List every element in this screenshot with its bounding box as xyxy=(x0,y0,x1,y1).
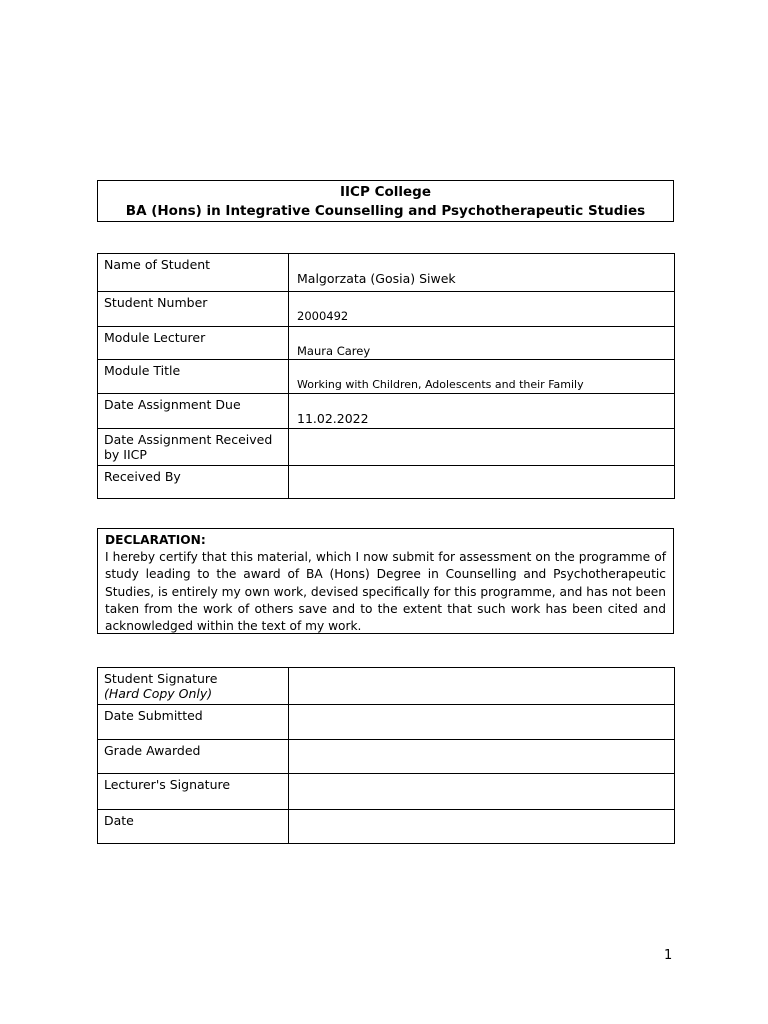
form-header xyxy=(97,180,674,222)
table-row xyxy=(98,705,675,740)
grade-awarded-label: Grade Awarded xyxy=(98,740,289,774)
page-number: 1 xyxy=(664,948,673,963)
date-due-label: Date Assignment Due xyxy=(98,394,289,429)
module-title-value: Working with Children, Adolescents and their Family xyxy=(297,378,584,391)
student-signature-label-cell xyxy=(98,668,289,705)
table-row xyxy=(98,327,675,360)
table-row xyxy=(98,394,675,429)
student-number-cell xyxy=(289,292,675,327)
table-row xyxy=(98,740,675,774)
module-lecturer-cell xyxy=(289,327,675,360)
grade-awarded-field[interactable] xyxy=(289,740,675,774)
date-label: Date xyxy=(98,810,289,844)
student-signature-field[interactable] xyxy=(289,668,675,705)
student-details-table xyxy=(97,253,675,499)
date-received-label: Date Assignment Received by IICP xyxy=(98,429,289,466)
student-number-label: Student Number xyxy=(98,292,289,327)
lecturer-signature-label: Lecturer's Signature xyxy=(98,774,289,810)
hard-copy-note: (Hard Copy Only) xyxy=(104,686,213,701)
received-by-cell xyxy=(289,466,675,499)
student-name-value: Malgorzata (Gosia) Siwek xyxy=(297,271,456,286)
module-lecturer-label: Module Lecturer xyxy=(98,327,289,360)
date-submitted-label: Date Submitted xyxy=(98,705,289,740)
student-name-cell xyxy=(289,254,675,292)
table-row xyxy=(98,429,675,466)
date-submitted-field[interactable] xyxy=(289,705,675,740)
lecturer-signature-field[interactable] xyxy=(289,774,675,810)
table-row xyxy=(98,810,675,844)
date-field[interactable] xyxy=(289,810,675,844)
date-received-cell xyxy=(289,429,675,466)
table-row xyxy=(98,292,675,327)
declaration-text: I hereby certify that this material, which I now submit for assessment on the programme of study leading to the award of BA (Hons) Degree in Counselling and Psychotherapeutic Studies, is entirely my own work, devised specifically for this programme, and has not been taken from the work of others save and to the extent that such work has been cited and acknowledged within the text of my work. xyxy=(105,550,666,634)
table-row xyxy=(98,668,675,705)
table-row xyxy=(98,774,675,810)
submission-table xyxy=(97,667,675,844)
received-by-label: Received By xyxy=(98,466,289,499)
programme-title: BA (Hons) in Integrative Counselling and Psychotherapeutic Studies xyxy=(125,203,646,219)
college-name: IICP College xyxy=(340,184,431,200)
declaration-box xyxy=(97,528,674,634)
date-due-value: 11.02.2022 xyxy=(297,411,369,426)
module-title-label: Module Title xyxy=(98,360,289,394)
module-lecturer-value: Maura Carey xyxy=(297,344,371,358)
table-row xyxy=(98,360,675,394)
table-row xyxy=(98,466,675,499)
student-number-value: 2000492 xyxy=(297,309,349,323)
student-signature-label: Student Signature xyxy=(104,671,218,686)
table-row xyxy=(98,254,675,292)
date-due-cell xyxy=(289,394,675,429)
declaration-title: DECLARATION: xyxy=(105,533,206,547)
module-title-cell xyxy=(289,360,675,394)
student-name-label: Name of Student xyxy=(98,254,289,292)
